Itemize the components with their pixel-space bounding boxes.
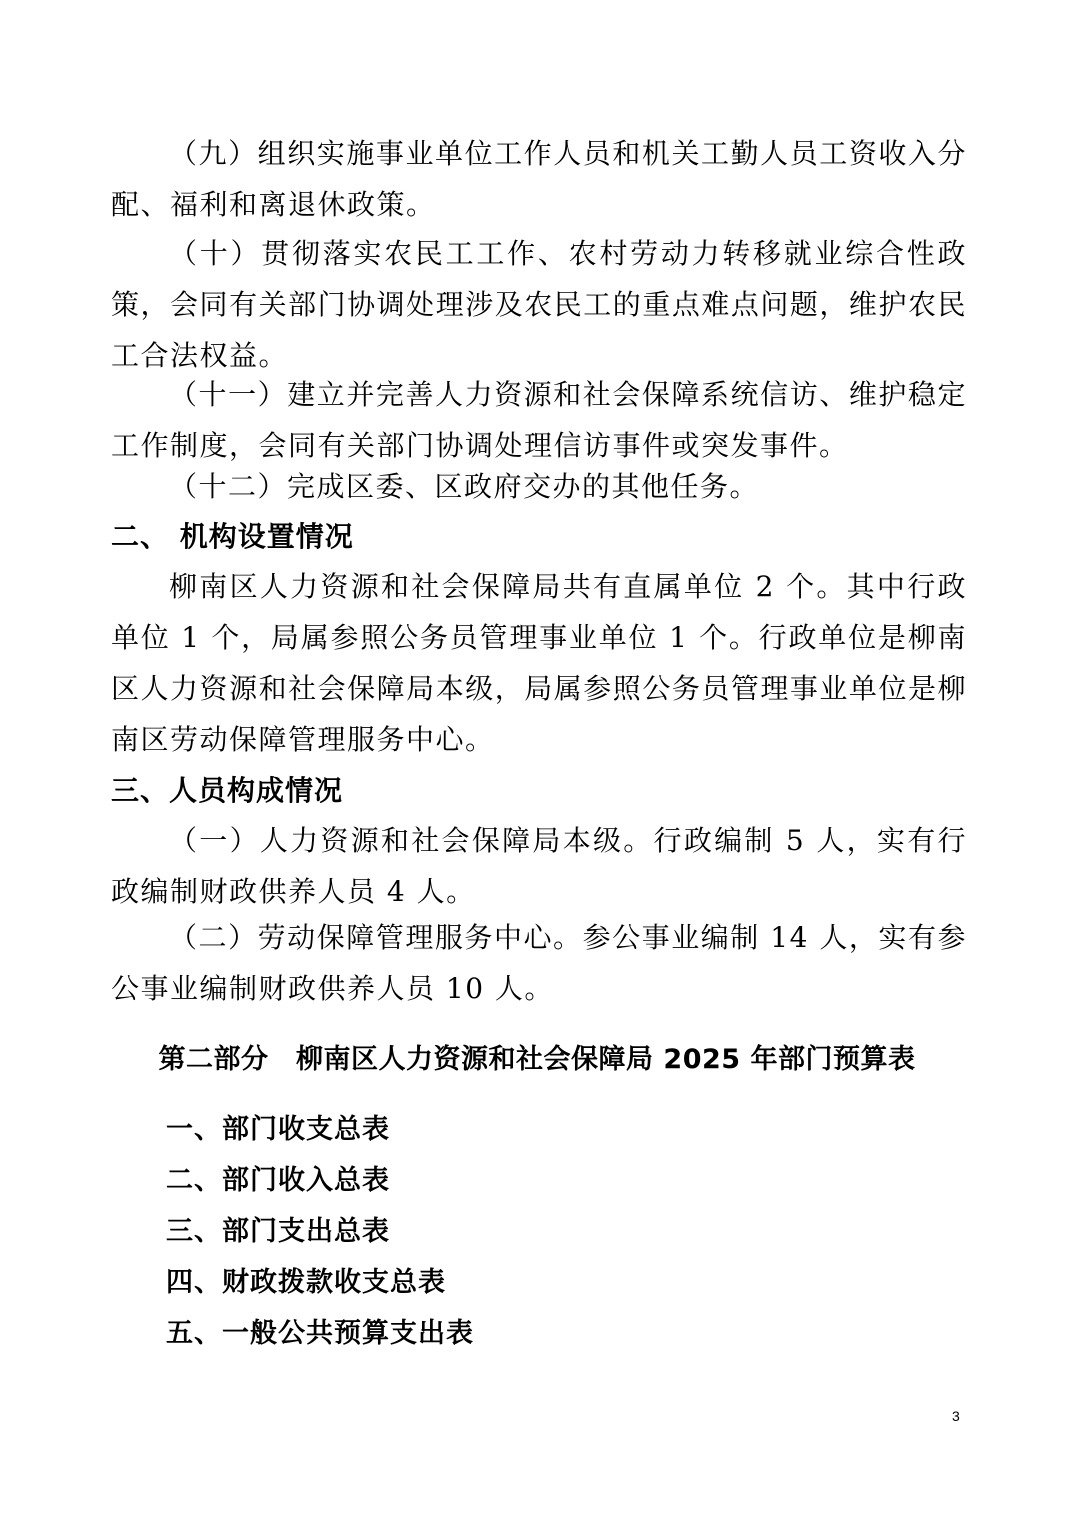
paragraph-item-9: （九）组织实施事业单位工作人员和机关工勤人员工资收入分配、福利和离退休政策。: [111, 137, 967, 221]
paragraph-staff-center: （二）劳动保障管理服务中心。参公事业编制 14 人，实有参公事业编制财政供养人员 10 人。: [111, 921, 967, 1005]
section-heading-staff: 三、人员构成情况: [111, 774, 344, 807]
budget-table-item: 五、一般公共预算支出表: [166, 1318, 474, 1349]
paragraph-organization: 柳南区人力资源和社会保障局共有直属单位 2 个。其中行政单位 1 个，局属参照公务员管理事业单位 1 个。行政单位是柳南区人力资源和社会保障局本级，局属参照公务员管理事业单位是柳南区劳动保障管理服务中心。: [111, 570, 967, 756]
paragraph-staff-bureau: （一）人力资源和社会保障局本级。行政编制 5 人，实有行政编制财政供养人员 4 人。: [111, 824, 967, 908]
part-two-title: 第二部分 柳南区人力资源和社会保障局 2025 年部门预算表: [158, 1044, 916, 1075]
paragraph-item-12: （十二）完成区委、区政府交办的其他任务。: [169, 470, 760, 503]
budget-table-item: 一、部门收支总表: [166, 1114, 390, 1145]
section-heading-organization: 二、 机构设置情况: [111, 520, 354, 553]
paragraph-item-11: （十一）建立并完善人力资源和社会保障系统信访、维护稳定工作制度，会同有关部门协调处理信访事件或突发事件。: [111, 378, 967, 462]
budget-table-list: [166, 1104, 474, 1359]
budget-table-item: 四、财政拨款收支总表: [166, 1267, 446, 1298]
budget-table-item: 三、部门支出总表: [166, 1216, 390, 1247]
budget-table-item: 二、部门收入总表: [166, 1165, 390, 1196]
page-number: 3: [952, 1408, 960, 1424]
paragraph-item-10: （十）贯彻落实农民工工作、农村劳动力转移就业综合性政策，会同有关部门协调处理涉及农民工的重点难点问题，维护农民工合法权益。: [111, 237, 967, 372]
